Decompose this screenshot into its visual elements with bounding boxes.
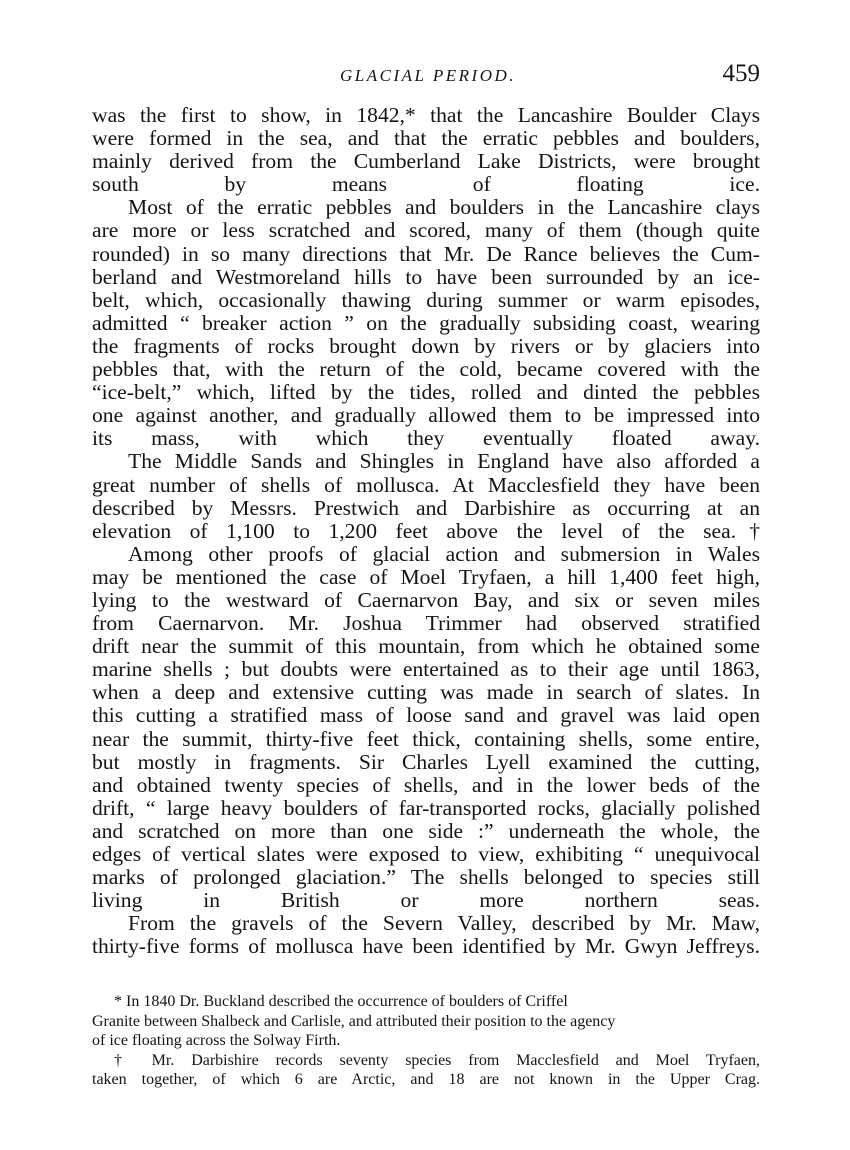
text-line: Most of the erratic pebbles and boulders in the Lancashire clays — [128, 195, 760, 220]
text-line: described by Messrs. Prestwich and Darbishire as occurring at an — [92, 495, 760, 520]
text-line: may be mentioned the case of Moel Tryfaen, a hill 1,400 feet high, — [92, 564, 760, 589]
paragraph-2 — [92, 196, 760, 450]
text-line: one against another, and gradually allowed them to be impressed into — [92, 403, 760, 428]
text-line: The Middle Sands and Shingles in England have also afforded a — [128, 449, 760, 474]
text-line: of ice floating across the Solway Firth. — [92, 1032, 341, 1049]
text-line: are more or less scratched and scored, many of them (though quite — [92, 218, 760, 243]
text-line: admitted “ breaker action ” on the gradually subsiding coast, wearing — [92, 310, 760, 335]
footnote-asterisk — [92, 992, 760, 1051]
text-line: edges of vertical slates were exposed to view, exhibiting “ unequivocal — [92, 842, 760, 866]
text-line: belt, which, occasionally thawing during summer or warm episodes, — [92, 287, 760, 312]
text-line: * In 1840 Dr. Buckland described the occurrence of boulders of Criffel — [114, 993, 568, 1010]
footnotes — [92, 992, 760, 1090]
text-line: were formed in the sea, and that the erratic pebbles and boulders, — [92, 126, 760, 151]
running-title: GLACIAL PERIOD. — [340, 66, 517, 85]
text-line: drift near the summit of this mountain, from which he obtained some — [92, 634, 760, 659]
running-head — [92, 60, 760, 90]
text-line: berland and Westmoreland hills to have been surrounded by an ice- — [92, 264, 760, 289]
text-line: and scratched on more than one side :” underneath the whole, the — [92, 818, 760, 843]
text-line: the fragments of rocks brought down by rivers or by glaciers into — [92, 333, 760, 358]
footnote-dagger — [92, 1051, 760, 1090]
paragraph-3 — [92, 450, 760, 542]
text-line: drift, “ large heavy boulders of far-transported rocks, glacially polished — [92, 795, 760, 820]
paragraph-5 — [92, 912, 760, 958]
page-number: 459 — [722, 60, 760, 87]
text-line: living in British or more northern seas. — [92, 888, 760, 913]
text-line: marks of prolonged glaciation.” The shells belonged to species still — [92, 865, 760, 890]
text-line: south by means of floating ice. — [92, 172, 760, 197]
text-line: lying to the westward of Caernarvon Bay, and six or seven miles — [92, 587, 760, 612]
text-line: mainly derived from the Cumberland Lake Districts, were brought — [92, 149, 760, 174]
text-line: “ice-belt,” which, lifted by the tides, rolled and dinted the pebbles — [92, 380, 760, 405]
text-line: great number of shells of mollusca. At Macclesfield they have been — [92, 472, 760, 497]
text-line: From the gravels of the Severn Valley, described by Mr. Maw, — [128, 911, 760, 936]
text-line: when a deep and extensive cutting was made in search of slates. In — [92, 680, 760, 705]
text-line: Among other proofs of glacial action and submersion in Wales — [128, 541, 760, 566]
text-line: thirty-five forms of mollusca have been identified by Mr. Gwyn Jeffreys. — [92, 934, 760, 959]
text-line: rounded) in so many directions that Mr. De Rance believes the Cum- — [92, 241, 760, 266]
paragraph-1 — [92, 104, 760, 196]
text-line: near the summit, thirty-five feet thick, containing shells, some entire, — [92, 726, 760, 751]
text-line: from Caernarvon. Mr. Joshua Trimmer had observed stratified — [92, 611, 760, 636]
body-text — [92, 104, 760, 958]
text-line: elevation of 1,100 to 1,200 feet above the level of the sea.† — [92, 518, 760, 543]
paragraph-4 — [92, 543, 760, 913]
text-line: and obtained twenty species of shells, and in the lower beds of the — [92, 772, 760, 797]
text-line: this cutting a stratified mass of loose sand and gravel was laid open — [92, 703, 760, 728]
text-line: its mass, with which they eventually floated away. — [92, 426, 760, 451]
text-line: was the first to show, in 1842,* that the Lancashire Boulder Clays — [92, 103, 760, 127]
text-line: Granite between Shalbeck and Carlisle, and attributed their position to the agency — [92, 1012, 616, 1030]
text-line: † Mr. Darbishire records seventy species from Macclesfield and Moel Tryfaen, — [114, 1051, 760, 1069]
text-line: but mostly in fragments. Sir Charles Lyell examined the cutting, — [92, 749, 760, 774]
text-line: taken together, of which 6 are Arctic, and 18 are not known in the Upper Crag. — [92, 1071, 760, 1088]
text-line: pebbles that, with the return of the cold, became covered with the — [92, 357, 760, 382]
text-line: marine shells ; but doubts were entertained as to their age until 1863, — [92, 657, 760, 682]
